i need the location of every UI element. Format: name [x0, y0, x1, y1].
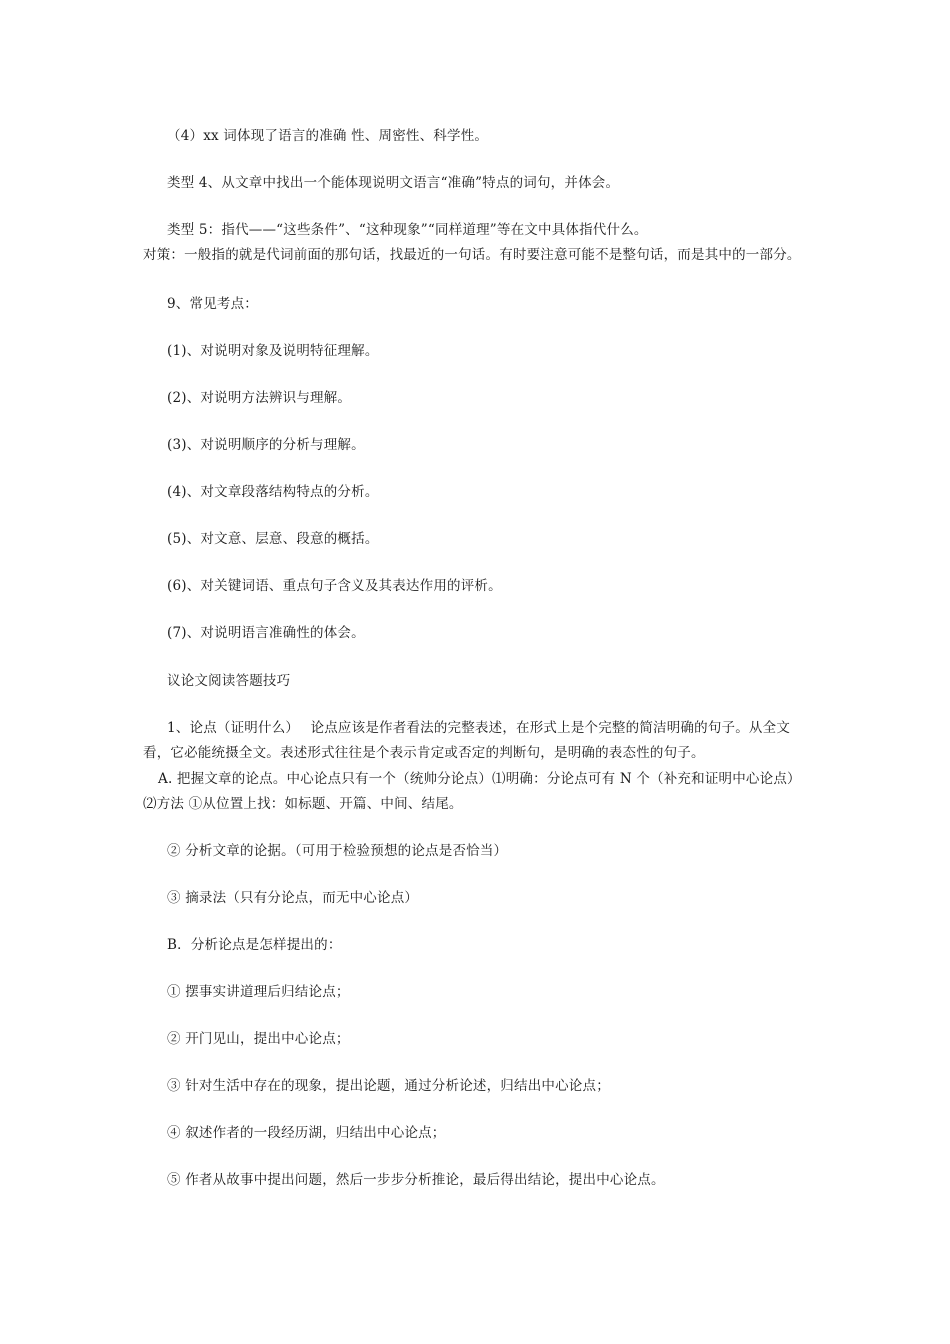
section-heading-common-points: 9、常见考点：	[167, 296, 258, 312]
list-item-point-6: (6)、对关键词语、重点句子含义及其表达作用的评析。	[167, 578, 502, 594]
text-line-type5: 类型 5：指代——“这些条件”、“这种现象”“同样道理”等在文中具体指代什么。	[167, 222, 648, 238]
list-item-point-7: (7)、对说明语言准确性的体会。	[167, 625, 365, 641]
paragraph-thesis-line-1: 1、论点（证明什么） 论点应该是作者看法的完整表述，在形式上是个完整的简洁明确的句子。从全文	[167, 720, 791, 736]
text-line-strategy: 对策：一般指的就是代词前面的那句话，找最近的一句话。有时要注意可能不是整句话，而是其中的一部分。	[143, 247, 801, 263]
list-item-point-5: (5)、对文意、层意、段意的概括。	[167, 531, 379, 547]
list-item-way-4: ④ 叙述作者的一段经历湖，归结出中心论点；	[167, 1125, 446, 1141]
text-line-type4: 类型 4、从文章中找出一个能体现说明文语言“准确”特点的词句，并体会。	[167, 175, 620, 191]
list-item-excerpt-method: ③ 摘录法（只有分论点，而无中心论点）	[167, 890, 419, 906]
section-heading-how-proposed: B．分析论点是怎样提出的：	[167, 937, 342, 953]
list-item-analyze-evidence: ② 分析文章的论据。（可用于检验预想的论点是否恰当）	[167, 843, 508, 859]
list-item-point-1: (1)、对说明对象及说明特征理解。	[167, 343, 379, 359]
section-heading-argumentative: 议论文阅读答题技巧	[167, 673, 291, 689]
list-item-way-1: ① 摆事实讲道理后归结论点；	[167, 984, 350, 1000]
list-item-point-3: (3)、对说明顺序的分析与理解。	[167, 437, 365, 453]
list-item-point-2: (2)、对说明方法辨识与理解。	[167, 390, 352, 406]
paragraph-method-position: ⑵方法 ①从位置上找：如标题、开篇、中间、结尾。	[143, 796, 463, 812]
list-item-way-5: ⑤ 作者从故事中提出问题，然后一步步分析推论，最后得出结论，提出中心论点。	[167, 1172, 665, 1188]
list-item-point-4: (4)、对文章段落结构特点的分析。	[167, 484, 379, 500]
text-line-type3-answer: （4）xx 词体现了语言的准确 性、周密性、科学性。	[167, 128, 489, 144]
list-item-way-3: ③ 针对生活中存在的现象，提出论题，通过分析论述，归结出中心论点；	[167, 1078, 610, 1094]
list-item-way-2: ② 开门见山，提出中心论点；	[167, 1031, 350, 1047]
paragraph-grasp-thesis: A. 把握文章的论点。中心论点只有一个（统帅分论点）⑴明确：分论点可有 N 个（补充和证明中心论点）	[158, 771, 801, 787]
paragraph-thesis-line-2: 看，它必能统摄全文。表述形式往往是个表示肯定或否定的判断句，是明确的表态性的句子。	[143, 745, 705, 761]
